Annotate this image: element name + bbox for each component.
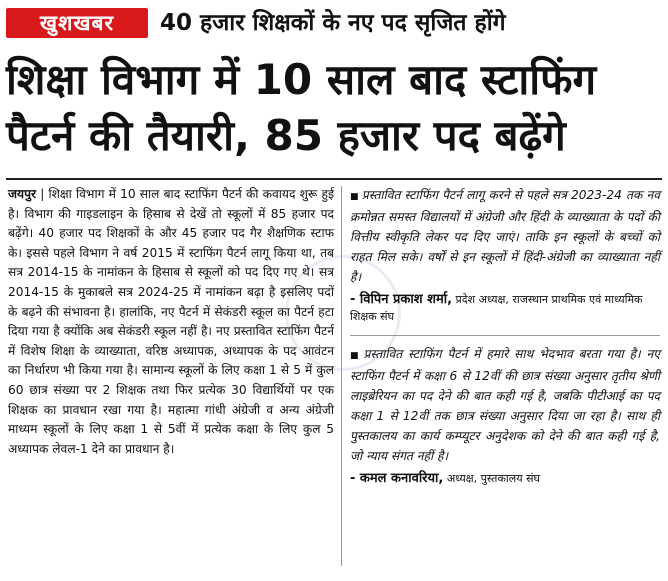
quote-attribution: [350, 470, 660, 487]
bullet-icon: ■: [350, 192, 359, 202]
headline-line-2: पैटर्न की तैयारी, 85 हजार पद बढ़ेंगे: [6, 111, 566, 160]
headline-divider: [6, 178, 662, 180]
article-body: शिक्षा विभाग में 10 साल बाद स्टाफिंग पैटर्न की कवायद शुरू हुई है। विभाग की गाइडलाइन के हिसाब से देखें तो स्कूलों में 85 हजार पद बढ़ेंगे। 40 हजार पद शिक्षकों के और 45 हजार पद गैर शैक्षणिक स्टाफ के। इससे पहले विभाग ने वर्ष 2015 में स्टाफिंग पैटर्न लागू किया था, तब सत्र 2014-15 के नामांकन के हिसाब से स्कूलों को पद दिए गए थे। सत्र 2014-15 के मुकाबले सत्र 2024-25 में नामांकन बढ़ा है इसलिए पदों के बढ़ने की संभावना है। हालांकि, नए पैटर्न में सेकंडरी स्कूल का पैटर्न हटा दिया गया है क्योंकि अब सेकंडरी स्कूल नहीं है। नए प्रस्तावित स्टाफिंग पैटर्न में विशेष शिक्षा के व्याख्याता, वरिष्ठ अध्यापक, अध्यापक के पद आवंटन का निर्धारण भी किया गया है। सामान्य स्कूलों के लिए कक्षा 1 से 5 में कुल 60 छात्र संख्या पर 2 शिक्षक तथा फिर प्रत्येक 30 विद्यार्थियों पर एक शिक्षक का प्रावधान रखा गया है। महात्मा गांधी अंग्रेजी व अन्य अंग्रेजी माध्यम स्कूलों के लिए कक्षा 1 से 5वीं में प्रत्येक कक्षा के लिए कुल 5 अध्यापक लेवल-1 देने का प्रावधान है।: [8, 187, 334, 456]
article-body-column: जयपुर | शिक्षा विभाग में 10 साल बाद स्टाफिंग पैटर्न की कवायद शुरू हुई है। विभाग की गाइडलाइन के हिसाब से देखें तो स्कूलों में 85 हजार पद बढ़ेंगे। 40 हजार पद शिक्षकों के और 45 हजार पद गैर शैक्षणिक स्टाफ के। इससे पहले विभाग ने वर्ष 2015 में स्टाफिंग पैटर्न लागू किया था, तब सत्र 2014-15 के नामांकन के हिसाब से स्कूलों को पद दिए गए थे। सत्र 2014-15 के मुकाबले सत्र 2024-25 में नामांकन बढ़ा है इसलिए पदों के बढ़ने की संभावना है। हालांकि, नए पैटर्न में सेकंडरी स्कूल का पैटर्न हटा दिया गया है क्योंकि अब सेकंडरी स्कूल नहीं है। नए प्रस्तावित स्टाफिंग पैटर्न में विशेष शिक्षा के व्याख्याता, वरिष्ठ अध्यापक, अध्यापक के पद आवंटन का निर्धारण भी किया गया है। सामान्य स्कूलों के लिए कक्षा 1 से 5 में कुल 60 छात्र संख्या पर 2 शिक्षक तथा फिर प्रत्येक 30 विद्यार्थियों पर एक शिक्षक का प्रावधान रखा गया है। महात्मा गांधी अंग्रेजी व अन्य अंग्रेजी माध्यम स्कूलों के लिए कक्षा 1 से 5वीं में प्रत्येक कक्षा के लिए कुल 5 अध्यापक लेवल-1 देने का प्रावधान है।: [8, 187, 334, 456]
quote-text: प्रस्तावित स्टाफिंग पैटर्न में हमारे साथ भेदभाव बरता गया है। नए स्टाफिंग पैटर्न में कक्षा 6 से 12वीं की छात्र संख्या अनुसार तृतीय श्रेणी लाइब्रेरियन का पद देने की बात कही गई है, जबकि पीटीआई का पद कक्षा 1 से 12वीं तक छात्र संख्या अनुसार दिया जा रहा है। साथ ही पुस्तकालय का कार्य कम्प्यूटर अनुदेशक को देने की बात कही गई है, जो न्याय संगत नहीं है।: [350, 347, 660, 463]
quote-author: - विपिन प्रकाश शर्मा,: [350, 292, 453, 307]
quote-block: [350, 344, 660, 466]
quote-designation: प्रदेश अध्यक्ष, राजस्थान प्राथमिक एवं माध्यमिक शिक्षक संघ: [350, 293, 643, 323]
quote-attribution: [350, 291, 660, 325]
headline: [6, 52, 662, 164]
quote-block: [350, 185, 660, 287]
news-badge: [4, 6, 150, 40]
badge-label: खुशखबर: [39, 11, 115, 35]
bullet-icon: ■: [350, 351, 361, 361]
quote-text: प्रस्तावित स्टाफिंग पैटर्न लागू करने से पहले सत्र 2023-24 तक नव क्रमोन्नत समस्त विद्यालयों में अंग्रेजी और हिंदी के व्याख्याता के पदों की वित्तीय स्वीकृति लेकर पद दिए जाएं। ताकि इन स्कूलों के बच्चों को राहत मिल सके। वर्षों से इन स्कूलों में हिंदी-अंग्रेजी का व्याख्याता नहीं है।: [350, 188, 660, 284]
masthead-bar: [0, 0, 668, 46]
quote-author: - कमल कनावरिया,: [350, 471, 444, 486]
quotes-column: [350, 185, 660, 487]
column-divider: [341, 186, 342, 566]
quote-separator: [350, 335, 660, 336]
dateline: जयपुर: [8, 187, 37, 201]
headline-line-1: शिक्षा विभाग में 10 साल बाद स्टाफिंग: [6, 55, 597, 104]
quote-designation: अध्यक्ष, पुस्तकालय संघ: [446, 472, 541, 485]
subheadline: 40 हजार शिक्षकों के नए पद सृजित होंगे: [160, 10, 506, 36]
